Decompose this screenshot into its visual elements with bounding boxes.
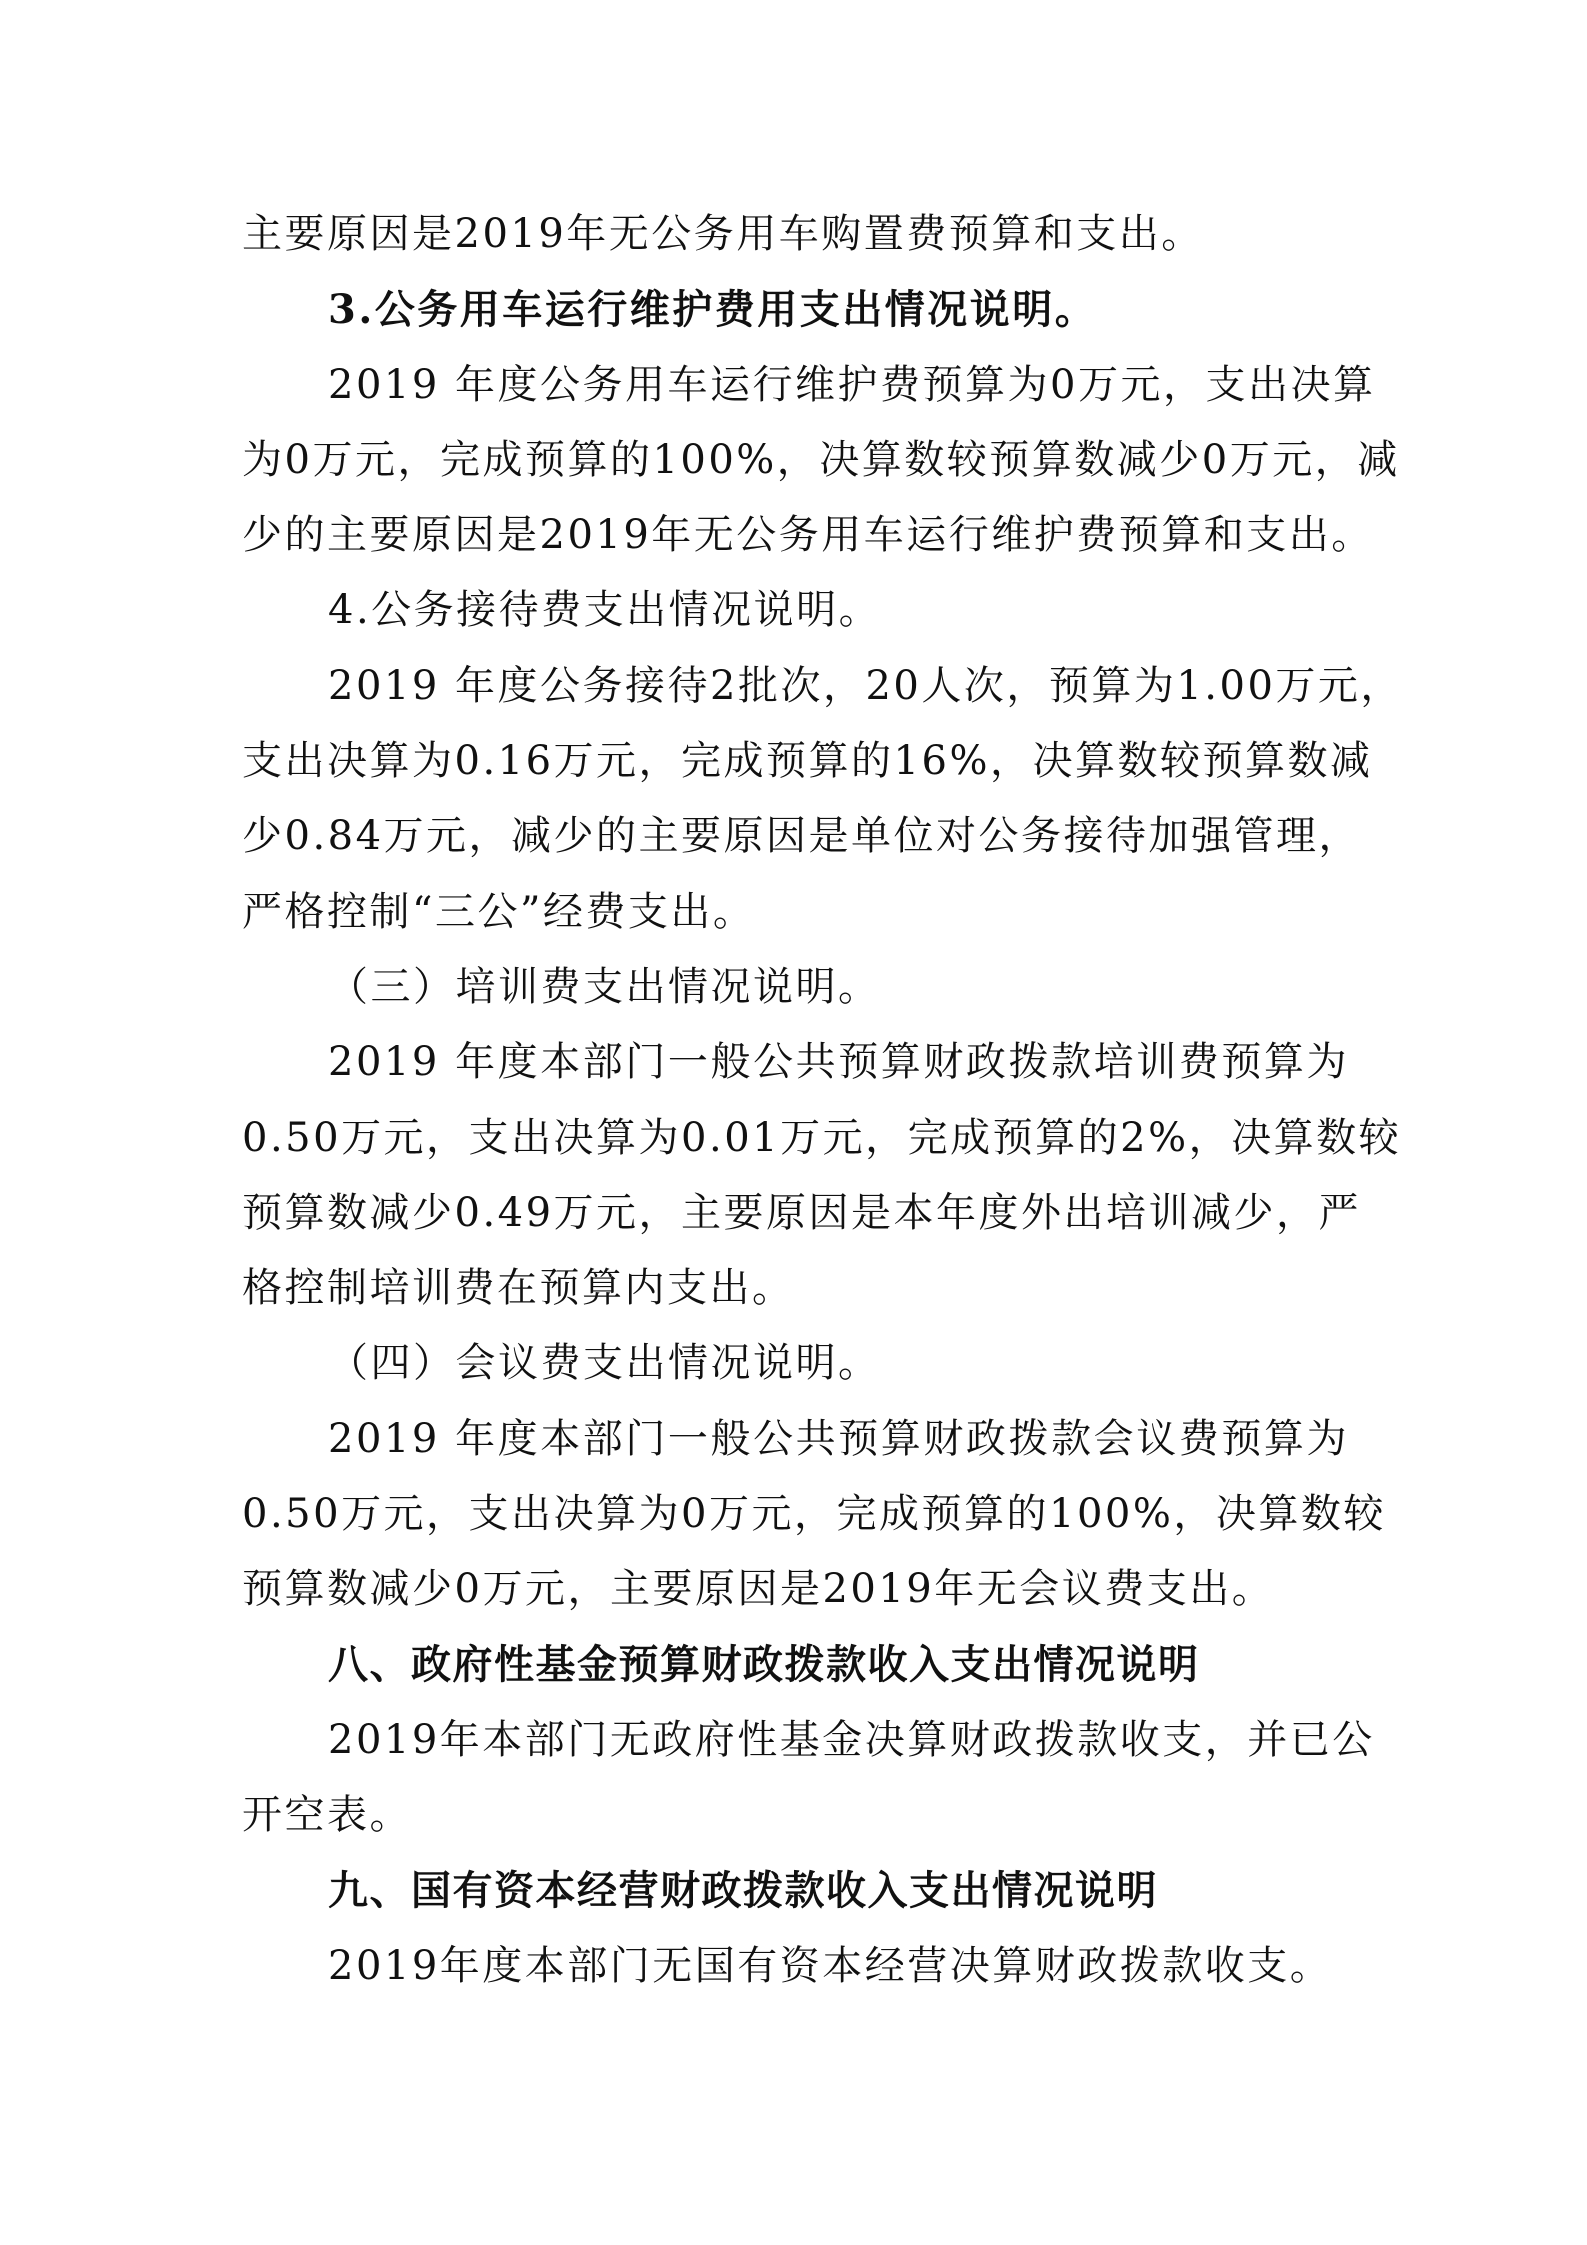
text-line: 少的主要原因是2019年无公务用车运行维护费预算和支出。 [242, 512, 1374, 559]
section-title: 九、国有资本经营财政拨款收入支出情况说明 [328, 1868, 1158, 1913]
section-heading [242, 1854, 1349, 1929]
text-line: 0.50万元，支出决算为0.01万元，完成预算的2%，决算数较 [242, 1114, 1402, 1161]
text-line: 预算数减少0万元，主要原因是2019年无会议费支出。 [242, 1566, 1275, 1613]
subsection-title: （四）会议费支出情况说明。 [328, 1340, 881, 1387]
paragraph [242, 197, 1349, 272]
subsection-title: 4.公务接待费支出情况说明。 [328, 587, 882, 634]
section-title: 八、政府性基金预算财政拨款收入支出情况说明 [328, 1642, 1200, 1687]
paragraph [242, 649, 1403, 950]
text-line: 2019年度本部门无国有资本经营决算财政拨款收支。 [328, 1942, 1333, 1989]
subsection-heading [242, 1326, 1349, 1401]
paragraph [242, 1025, 1402, 1326]
text-line: 严格控制“三公”经费支出。 [242, 888, 756, 935]
subsection-title: （三）培训费支出情况说明。 [328, 963, 881, 1010]
text-line: 支出决算为0.16万元，完成预算的16%，决算数较预算数减 [242, 738, 1373, 785]
section-heading [242, 1628, 1349, 1703]
text-line: 0.50万元，支出决算为0万元，完成预算的100%，决算数较 [242, 1491, 1386, 1538]
document-body [242, 197, 1403, 2004]
text-line: 为0万元，完成预算的100%，决算数较预算数减少0万元，减 [242, 436, 1400, 483]
subsection-title: 3.公务用车运行维护费用支出情况说明。 [328, 286, 1098, 334]
text-line: 2019 年度公务接待2批次，20人次，预算为1.00万元， [328, 662, 1403, 709]
text-line: 主要原因是2019年无公务用车购置费预算和支出。 [242, 211, 1204, 257]
paragraph [242, 348, 1400, 574]
text-line: 2019年本部门无政府性基金决算财政拨款收支，并已公 [328, 1716, 1375, 1763]
subsection-heading [242, 573, 1349, 648]
subsection-heading [242, 950, 1349, 1025]
subsection-heading [242, 272, 1349, 347]
text-line: 2019 年度公务用车运行维护费预算为0万元，支出决算 [328, 361, 1376, 408]
text-line: 2019 年度本部门一般公共预算财政拨款会议费预算为 [328, 1415, 1349, 1462]
text-line: 预算数减少0.49万元，主要原因是本年度外出培训减少，严 [242, 1189, 1362, 1236]
paragraph [242, 1929, 1349, 2004]
text-line: 开空表。 [242, 1792, 412, 1839]
text-line: 少0.84万元，减少的主要原因是单位对公务接待加强管理， [242, 813, 1362, 860]
text-line: 2019 年度本部门一般公共预算财政拨款培训费预算为 [328, 1039, 1349, 1086]
text-line: 格控制培训费在预算内支出。 [242, 1265, 795, 1312]
paragraph [242, 1703, 1375, 1854]
paragraph [242, 1402, 1386, 1628]
